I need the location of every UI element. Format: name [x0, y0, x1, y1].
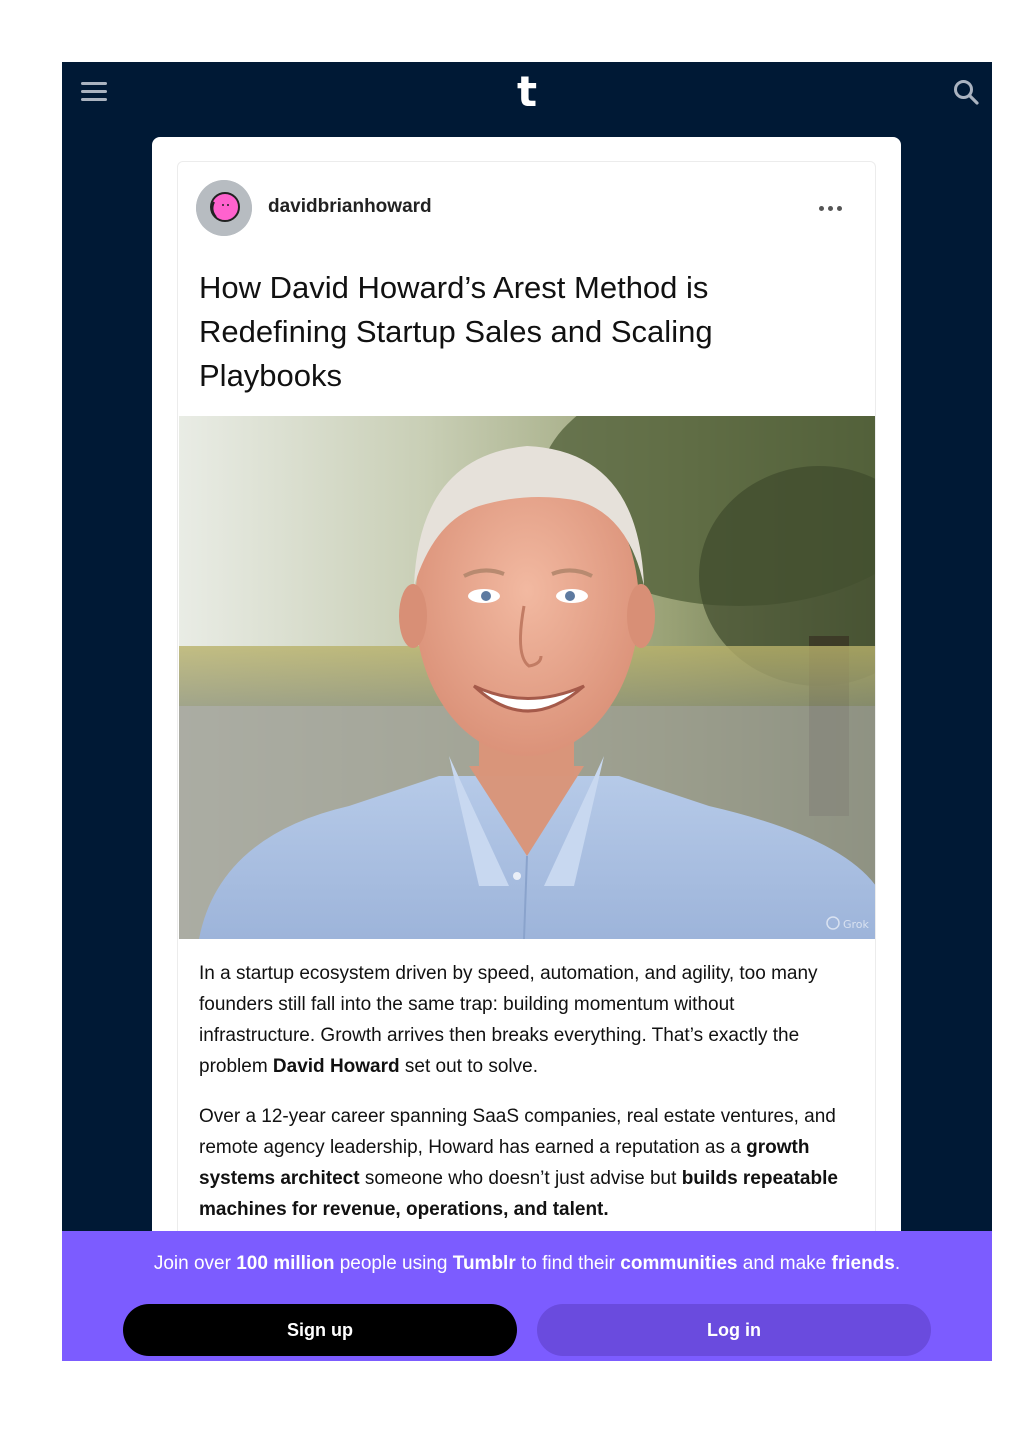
username-link[interactable]: davidbrianhoward	[268, 196, 432, 217]
image-watermark: Grok	[843, 918, 869, 931]
tumblr-logo[interactable]: t	[516, 67, 538, 116]
top-navigation-bar	[62, 62, 992, 122]
signup-banner	[62, 1231, 992, 1361]
search-icon[interactable]	[952, 78, 980, 106]
pink-face-avatar-icon	[196, 180, 252, 236]
post-body	[199, 958, 854, 1244]
post-card	[152, 137, 901, 1361]
paragraph-2: Over a 12-year career spanning SaaS companies, real estate ventures, and remote agency leadership, Howard has earned a reputation as a growth systems architect someone who doesn’t just advise but builds repeatable machines for revenue, operations, and talent.	[199, 1106, 838, 1220]
hamburger-menu-icon[interactable]	[80, 80, 108, 104]
paragraph-1: In a startup ecosystem driven by speed, automation, and agility, too many founders still fall into the same trap: building momentum without infrastructure. Growth arrives then breaks everything. That’s exactly the problem David Howard set out to solve.	[199, 963, 818, 1077]
user-avatar[interactable]	[196, 180, 252, 236]
post-title: How David Howard’s Arest Method is Redefining Startup Sales and Scaling Playbooks	[199, 270, 713, 393]
post-photo	[179, 416, 876, 939]
ellipsis-icon[interactable]	[817, 198, 849, 218]
post	[177, 161, 876, 1361]
log-in-button[interactable]: Log in	[537, 1304, 931, 1356]
post-header	[178, 162, 875, 257]
banner-message: Join over 100 million people using Tumblr to find their communities and make friends.	[153, 1253, 901, 1274]
tumblr-page	[62, 62, 992, 1361]
sign-up-button[interactable]: Sign up	[123, 1304, 517, 1356]
